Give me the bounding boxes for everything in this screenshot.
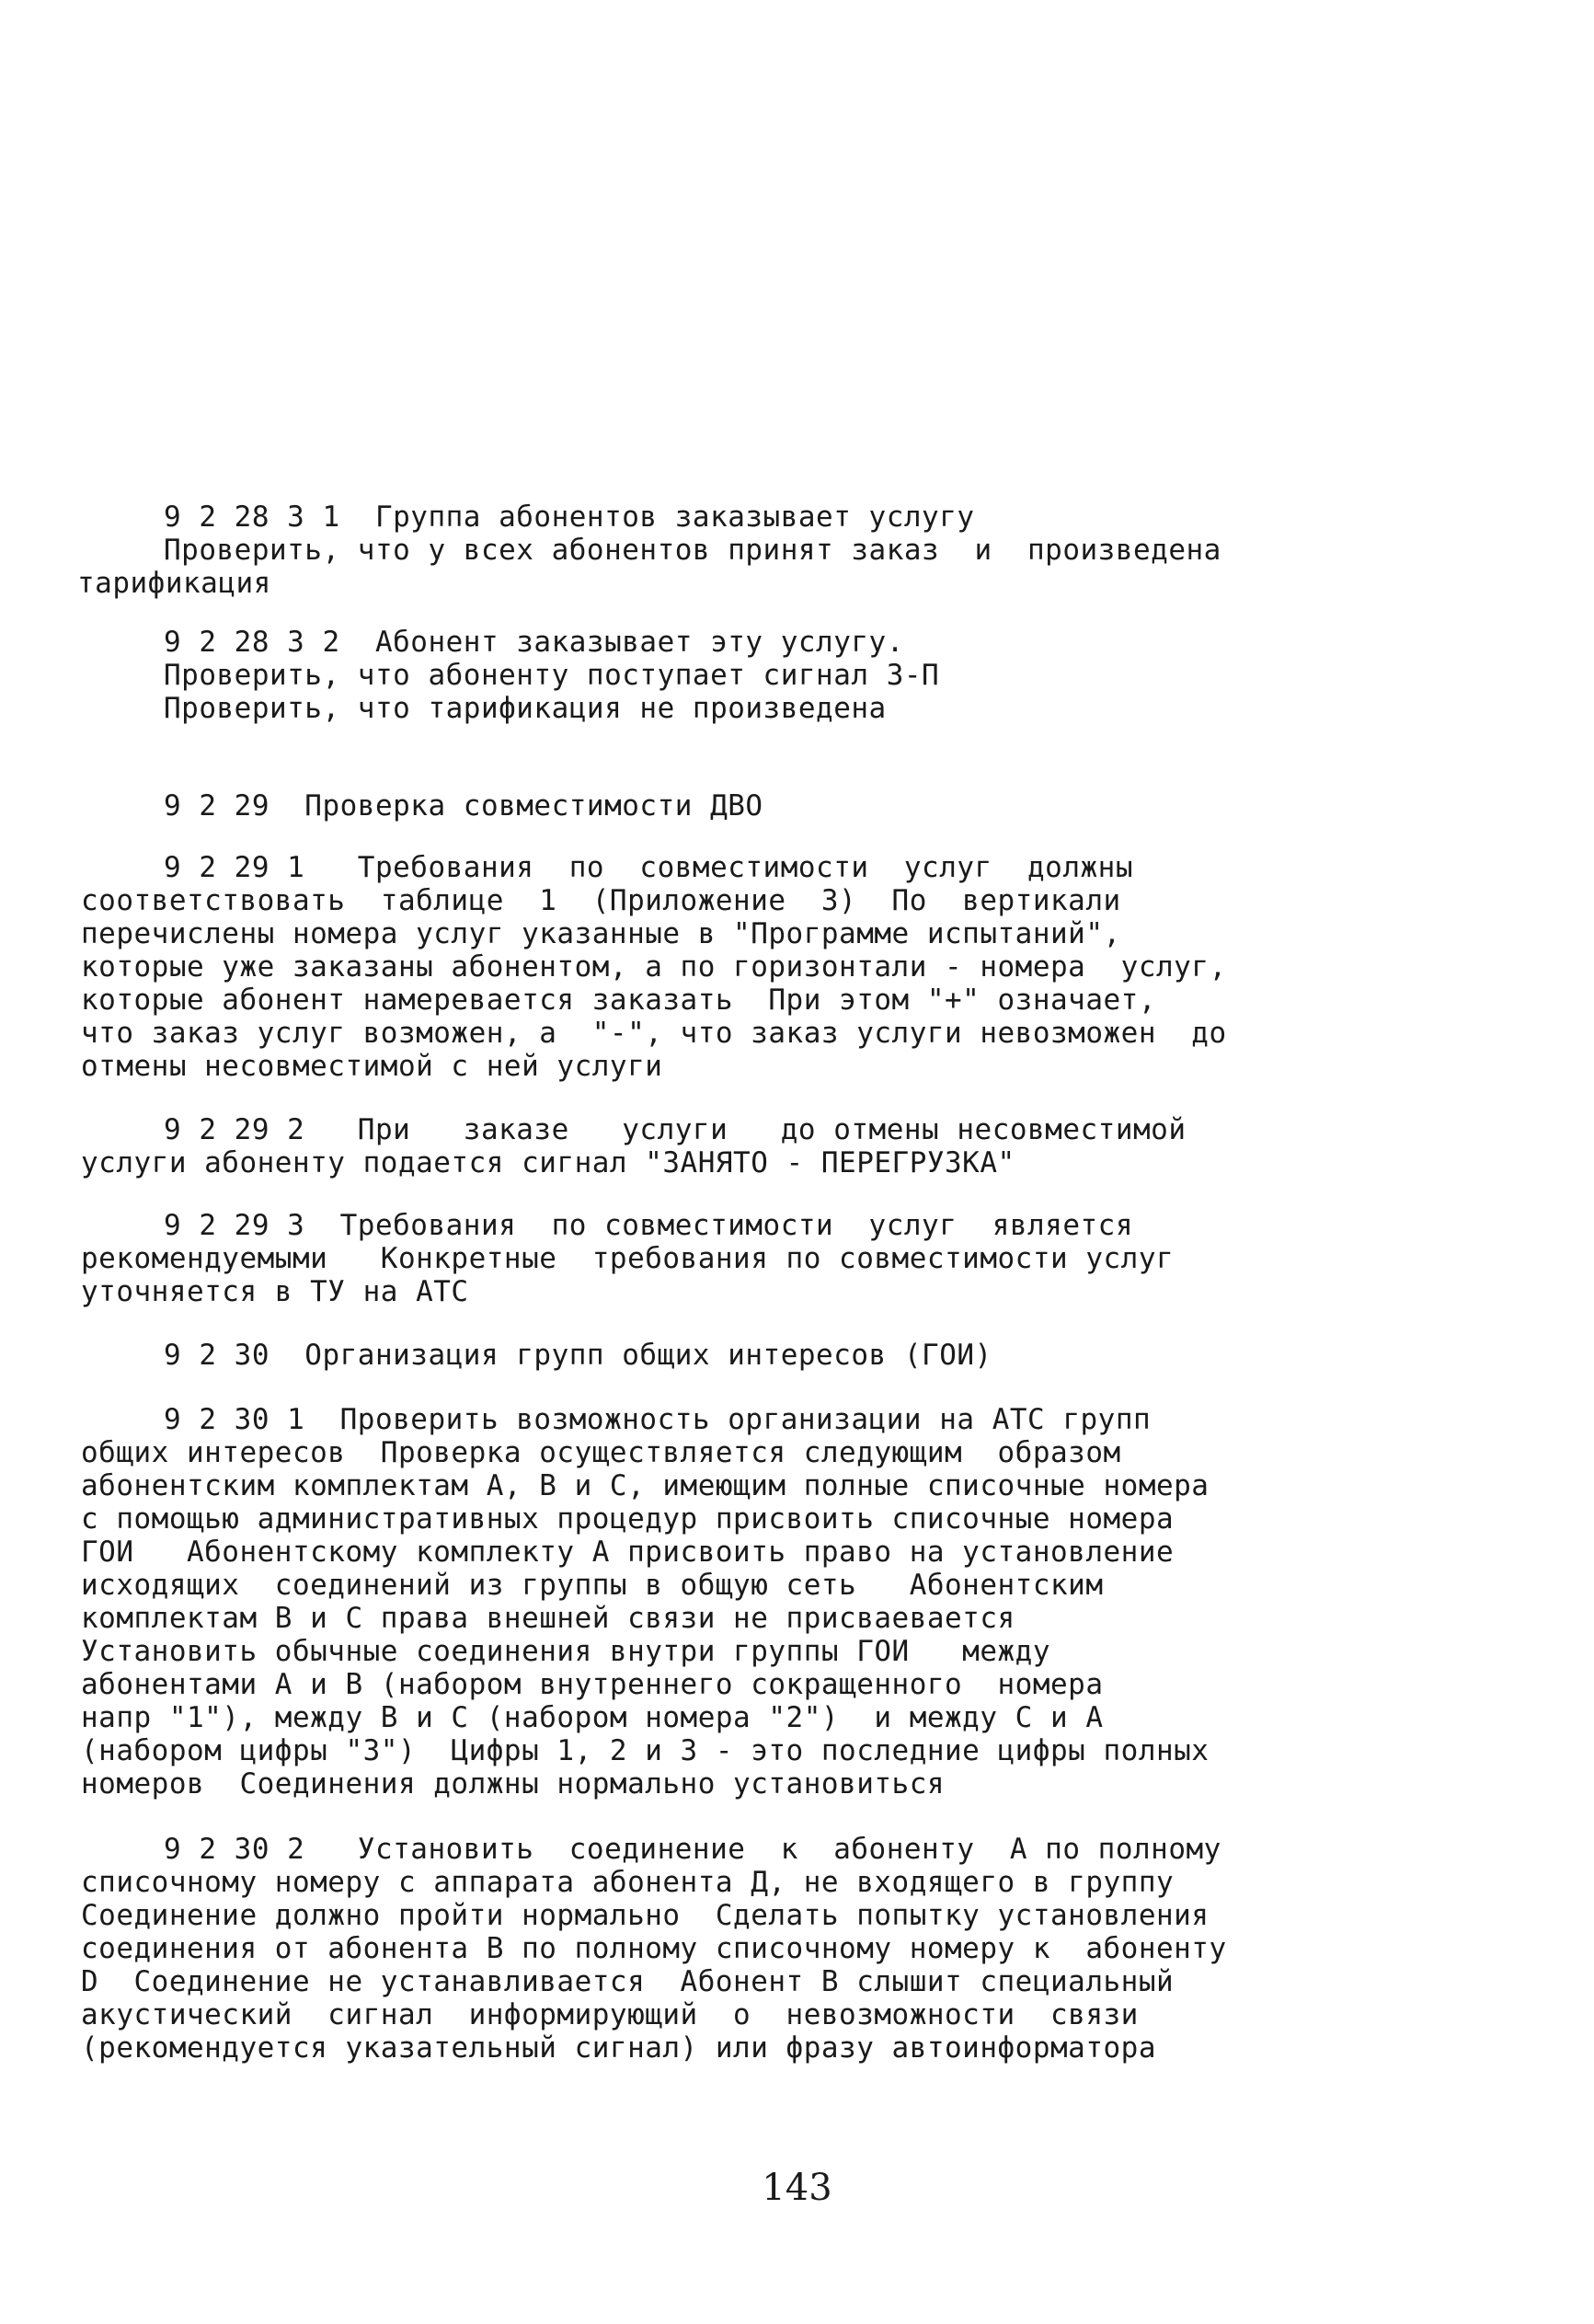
text-line: 9 2 29 3 Требования по совместимости услуг является	[164, 1209, 1133, 1242]
text-line: D Соединение не устанавливается Абонент В слышит специальный	[81, 1965, 1175, 1998]
text-line: Установить обычные соединения внутри группы ГОИ между	[81, 1635, 1050, 1668]
text-line: (набором цифры "3") Цифры 1, 2 и 3 - это последние цифры полных	[81, 1734, 1210, 1767]
text-line: (рекомендуется указательный сигнал) или фразу автоинформатора	[81, 2031, 1156, 2065]
text-line: абонентами А и В (набором внутреннего сокращенного номера	[81, 1668, 1104, 1701]
text-line: услуги абоненту подается сигнал "ЗАНЯТО - ПЕРЕГРУЗКА"	[81, 1146, 1015, 1179]
text-line: ГОИ Абонентскому комплекту А присвоить право на установление	[81, 1536, 1175, 1569]
text-line: Соединение должно пройти нормально Сделать попытку установления	[81, 1899, 1210, 1932]
text-line: 9 2 29 1 Требования по совместимости услуг должны	[164, 851, 1133, 884]
text-line: исходящих соединений из группы в общую сеть Абонентским	[81, 1569, 1104, 1602]
text-line: списочному номеру с аппарата абонента Д, не входящего в группу	[81, 1866, 1175, 1899]
text-line: 9 2 29 2 При заказе услуги до отмены несовместимой	[164, 1113, 1187, 1146]
text-line: уточняется в ТУ на АТС	[81, 1275, 469, 1308]
section-heading: 9 2 29 Проверка совместимости ДВО	[164, 789, 763, 823]
text-line: 9 2 28 3 1 Группа абонентов заказывает услугу	[164, 500, 975, 534]
text-line: 9 2 30 1 Проверить возможность организации на АТС групп	[164, 1403, 1152, 1436]
text-line: перечислены номера услуг указанные в "Программе испытаний",	[81, 917, 1121, 950]
text-line: номеров Соединения должны нормально установиться	[81, 1767, 946, 1801]
text-line: соответствовать таблице 1 (Приложение 3) По вертикали	[81, 884, 1121, 917]
text-line: общих интересов Проверка осуществляется следующим образом	[81, 1436, 1121, 1469]
text-line: 9 2 30 2 Установить соединение к абоненту А по полному	[164, 1833, 1221, 1866]
page-number: 143	[762, 2167, 832, 2209]
text-line: 9 2 28 3 2 Абонент заказывает эту услугу.	[164, 626, 904, 659]
text-line: Проверить, что абоненту поступает сигнал 3-П	[164, 659, 940, 692]
text-line: с помощью административных процедур присвоить списочные номера	[81, 1502, 1175, 1536]
text-line: рекомендуемыми Конкретные требования по совместимости услуг	[81, 1242, 1175, 1275]
text-line: тарификация	[77, 567, 271, 600]
text-line: соединения от абонента В по полному списочному номеру к абоненту	[81, 1932, 1227, 1965]
text-line: отмены несовместимой с ней услуги	[81, 1050, 663, 1083]
text-line: что заказ услуг возможен, а "-", что заказ услуги невозможен до	[81, 1017, 1227, 1050]
text-line: абонентским комплектам А, В и С, имеющим полные списочные номера	[81, 1469, 1210, 1502]
text-line: напр "1"), между В и С (набором номера "2") и между С и А	[81, 1701, 1104, 1734]
text-line: акустический сигнал информирующий о невозможности связи	[81, 1998, 1139, 2031]
text-line: Проверить, что тарификация не произведена	[164, 692, 887, 725]
text-line: комплектам В и С права внешней связи не присваевается	[81, 1602, 1015, 1635]
text-line: Проверить, что у всех абонентов принят заказ и произведена	[164, 534, 1221, 567]
text-line: которые уже заказаны абонентом, а по горизонтали - номера услуг,	[81, 950, 1227, 984]
text-line: которые абонент намеревается заказать При этом "+" означает,	[81, 984, 1156, 1017]
section-heading: 9 2 30 Организация групп общих интересов (ГОИ)	[164, 1339, 992, 1372]
